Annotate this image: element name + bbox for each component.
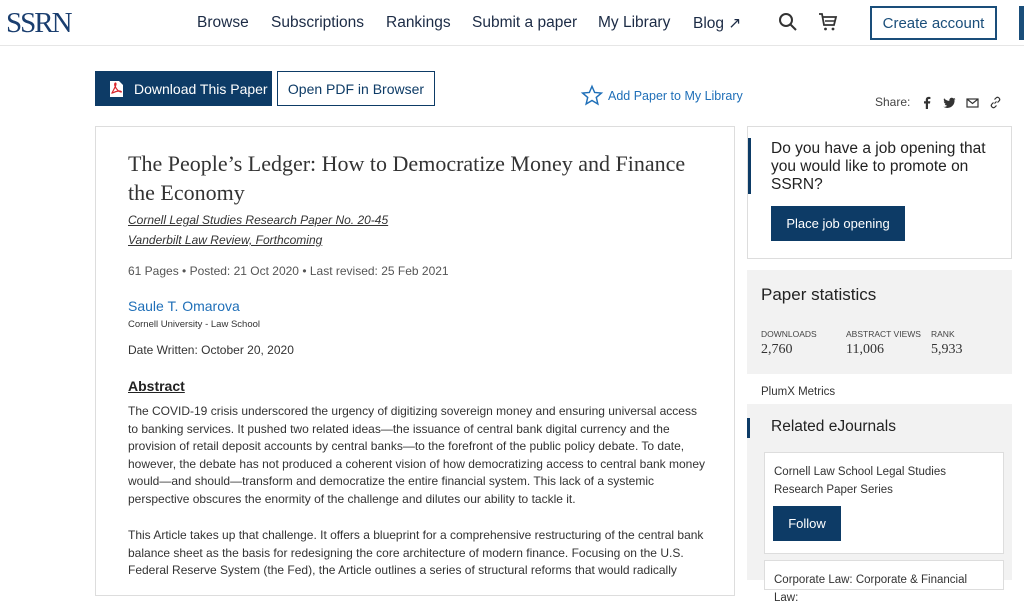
facebook-icon[interactable] — [920, 96, 933, 109]
ejournals-title: Related eJournals — [771, 418, 896, 435]
paper-card — [95, 126, 735, 596]
create-account-button[interactable]: Create account — [870, 6, 997, 40]
link-icon[interactable] — [989, 96, 1002, 109]
add-to-library-link[interactable] — [581, 85, 743, 106]
nav-rankings[interactable]: Rankings — [386, 14, 451, 31]
open-pdf-button[interactable]: Open PDF in Browser — [277, 71, 435, 106]
stat-label: DOWNLOADS — [761, 329, 817, 339]
job-promo-box — [747, 126, 1012, 259]
ejournal-name: Corporate Law: Corporate & Financial Law: — [774, 574, 968, 604]
author-link[interactable]: Saule T. Omarova — [128, 298, 240, 314]
search-icon[interactable] — [776, 10, 800, 34]
stat-value: 11,006 — [846, 342, 884, 357]
stat-label: RANK — [931, 329, 955, 339]
ejournal-item — [764, 560, 1004, 604]
pdf-icon — [109, 80, 124, 98]
ssrn-logo[interactable]: SSRN — [6, 7, 71, 39]
stat-value: 5,933 — [931, 342, 963, 357]
abstract-heading: Abstract — [128, 378, 185, 394]
share-label: Share: — [875, 95, 911, 109]
cart-icon[interactable] — [816, 10, 840, 34]
accent-bar — [748, 138, 751, 194]
abstract-paragraph-1: The COVID-19 crisis underscored the urgency of digitizing sovereign money and ensuring universal access to banking services. It pushed two related ideas—the issuance of central bank digital currency and the provision of retail deposit accounts by central banks—to the forefront of the public policy debate. To date, however, the debate has not produced a coherent vision of how democratizing access to central bank money would—and should—transform and democratize the entire financial system. This lack of a systemic perspective obscures the enormity of the challenge and dilutes our ability to tackle it. — [128, 404, 706, 506]
star-icon — [581, 85, 603, 106]
place-job-button[interactable]: Place job opening — [771, 206, 905, 241]
download-paper-button[interactable] — [95, 71, 272, 106]
stat-rank — [931, 329, 963, 358]
twitter-icon[interactable] — [943, 96, 956, 109]
stat-label: ABSTRACT VIEWS — [846, 329, 921, 339]
sign-in-button-edge[interactable] — [1019, 6, 1024, 40]
nav-blog[interactable]: Blog ↗ — [693, 15, 742, 32]
nav-subscriptions[interactable]: Subscriptions — [271, 14, 365, 31]
plumx-metrics-heading[interactable]: PlumX Metrics — [761, 386, 836, 398]
job-promo-text: Do you have a job opening that you would like to promote on SSRN? — [771, 140, 986, 193]
nav-browse[interactable]: Browse — [197, 14, 249, 31]
nav-my-library[interactable]: My Library — [598, 14, 671, 31]
nav-submit-paper[interactable]: Submit a paper — [472, 14, 578, 31]
related-ejournals — [747, 404, 1012, 604]
date-written: Date Written: October 20, 2020 — [128, 343, 294, 357]
series-link-cornell[interactable]: Cornell Legal Studies Research Paper No. 20-45 — [128, 213, 389, 227]
paper-meta: 61 Pages • Posted: 21 Oct 2020 • Last revised: 25 Feb 2021 — [128, 264, 449, 278]
download-label: Download This Paper — [134, 80, 268, 97]
paper-title: The People’s Ledger: How to Democratize Money and Finance the Economy — [128, 151, 686, 205]
add-library-label: Add Paper to My Library — [608, 88, 743, 103]
share-bar — [875, 95, 1002, 109]
ejournal-name: Cornell Law School Legal Studies Research Paper Series — [774, 466, 946, 496]
series-link-vanderbilt[interactable]: Vanderbilt Law Review, Forthcoming — [128, 233, 323, 247]
paper-statistics — [747, 270, 1012, 374]
stats-title: Paper statistics — [761, 285, 877, 304]
stat-downloads — [761, 329, 817, 358]
ejournal-item — [764, 452, 1004, 554]
stat-abstract-views — [846, 329, 921, 358]
email-icon[interactable] — [966, 96, 979, 109]
site-header — [0, 0, 1024, 46]
accent-bar — [747, 418, 750, 438]
follow-button[interactable]: Follow — [773, 506, 841, 541]
author-affiliation: Cornell University - Law School — [128, 319, 260, 330]
stat-value: 2,760 — [761, 342, 793, 357]
abstract-paragraph-2: This Article takes up that challenge. It offers a blueprint for a comprehensive restructuring of the central bank balance sheet as the basis for redesigning the core architecture of modern finance. Focusing on the U.S. Federal Reserve System (the Fed), the Article outlines a series of structural reforms that would radically — [128, 528, 704, 577]
